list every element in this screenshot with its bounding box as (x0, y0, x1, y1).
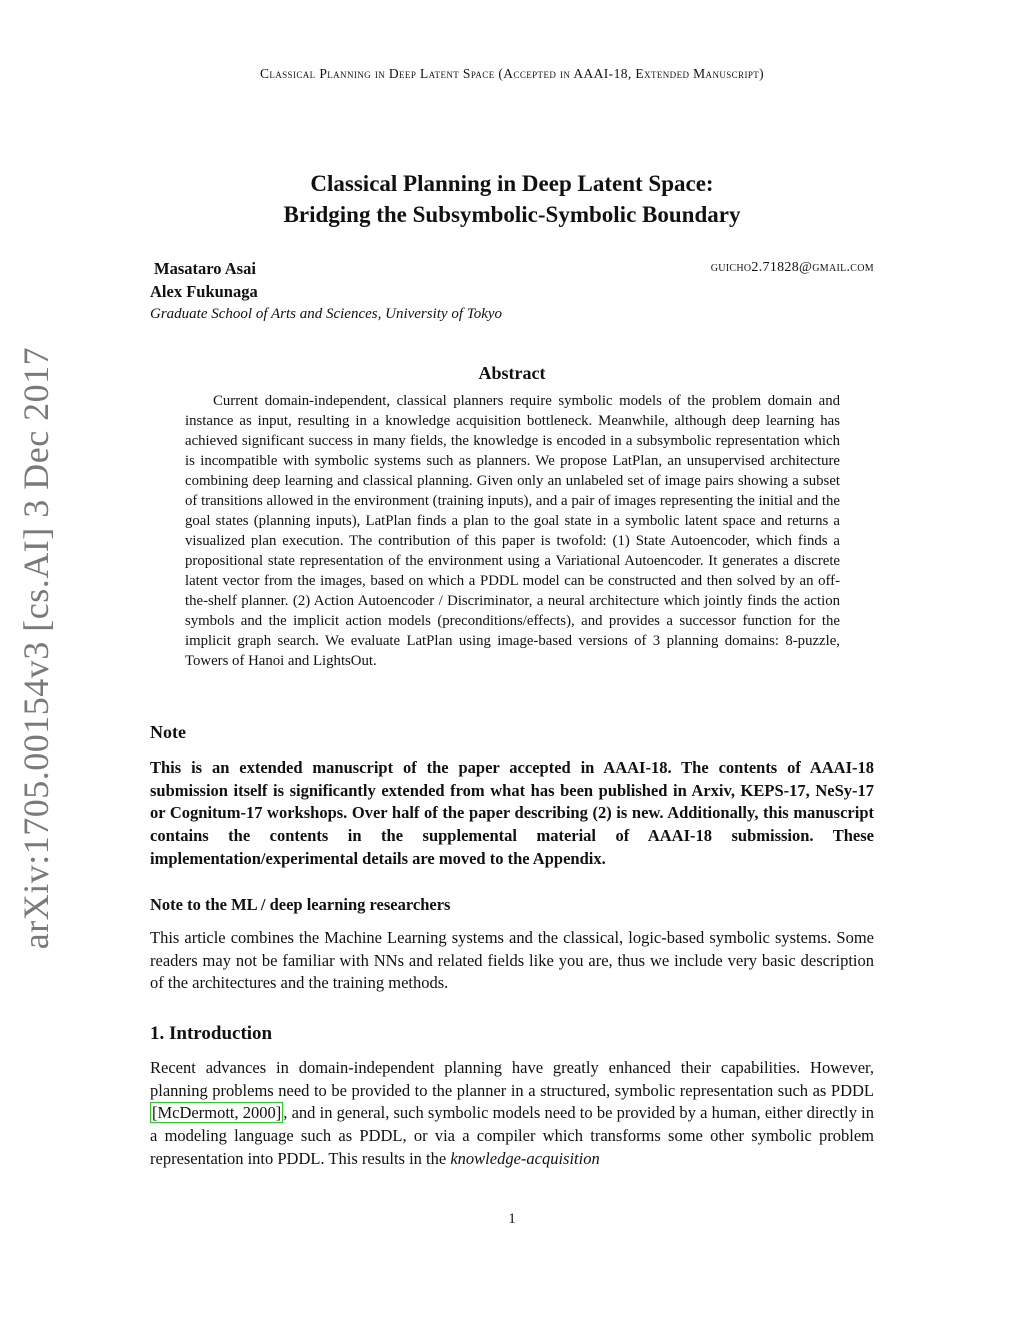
arxiv-identifier[interactable]: arXiv:1705.00154v3 [cs.AI] 3 Dec 2017 (16, 346, 56, 950)
ml-note-heading: Note to the ML / deep learning researchers (150, 895, 451, 914)
author-email[interactable]: guicho2.71828@gmail.com (710, 260, 874, 275)
intro-emphasis: knowledge-acquisition (450, 1148, 600, 1168)
note-heading: Note (150, 722, 186, 742)
running-head: Classical Planning in Deep Latent Space (Accepted in AAAI-18, Extended Manuscript) (259, 66, 765, 81)
abstract-heading: Abstract (478, 363, 546, 383)
title-line-2: Bridging the Subsymbolic-Symbolic Boundary (283, 202, 741, 227)
introduction-text (150, 1057, 874, 1171)
author-name-2: Alex Fukunaga (150, 282, 258, 301)
author-name-1: Masataro Asai (154, 259, 256, 278)
citation-link[interactable]: [McDermott, 2000] (152, 1103, 282, 1123)
note-text: This is an extended manuscript of the paper accepted in AAAI-18. The contents of AAAI-18 submission itself is significantly extended from what has been published in Arxiv, KEPS-17, NeSy-17 or Cognitum-17 workshops. Over half of the paper describing (2) is new. Additionally, this manuscript contains the contents in the supplemental material of AAAI-18 submission. These implementation/experimental details are moved to the Appendix. (150, 758, 874, 868)
intro-text-part-1: Recent advances in domain-independent planning have greatly enhanced their capabilities. However, planning problems need to be provided to the planner in a structured, symbolic representation such as PDDL (150, 1058, 874, 1100)
paper-title (0, 168, 1024, 230)
author-affiliation: Graduate School of Arts and Sciences, University of Tokyo (150, 306, 503, 322)
intro-text-part-2: , and in general, such symbolic models need to be provided by a human, either directly in a modeling language such as PDDL, or via a compiler which transforms some other symbolic problem representation into PDDL. This results in the (150, 1103, 874, 1168)
title-line-1: Classical Planning in Deep Latent Space: (310, 171, 714, 196)
abstract-text: Current domain-independent, classical planners require symbolic models of the problem domain and instance as input, resulting in a knowledge acquisition bottleneck. Meanwhile, although deep learning has achieved significant success in many fields, the knowledge is encoded in a subsymbolic representation which is incompatible with symbolic systems such as planners. We propose LatPlan, an unsupervised architecture combining deep learning and classical planning. Given only an unlabeled set of image pairs showing a subset of transitions allowed in the environment (training inputs), and a pair of images representing the initial and the goal states (planning inputs), LatPlan finds a plan to the goal state in a symbolic latent space and returns a visualized plan execution. The contribution of this paper is twofold: (1) State Autoencoder, which finds a propositional state representation of the environment using a Variational Autoencoder. It generates a discrete latent vector from the images, based on which a PDDL model can be constructed and then solved by an off-the-shelf planner. (2) Action Autoencoder / Discriminator, a neural architecture which jointly finds the action symbols and the implicit action models (preconditions/effects), and provides a successor function for the implicit graph search. We evaluate LatPlan using image-based versions of 3 planning domains: 8-puzzle, Towers of Hanoi and LightsOut. (185, 393, 840, 669)
page-number: 1 (508, 1211, 516, 1227)
section-heading-introduction: 1. Introduction (150, 1023, 273, 1044)
ml-note-text: This article combines the Machine Learning systems and the classical, logic-based symbolic systems. Some readers may not be familiar with NNs and related fields like you are, thus we include very basic description of the architectures and the training methods. (150, 928, 874, 993)
citation-text[interactable]: McDermott, 2000 (157, 1103, 276, 1123)
